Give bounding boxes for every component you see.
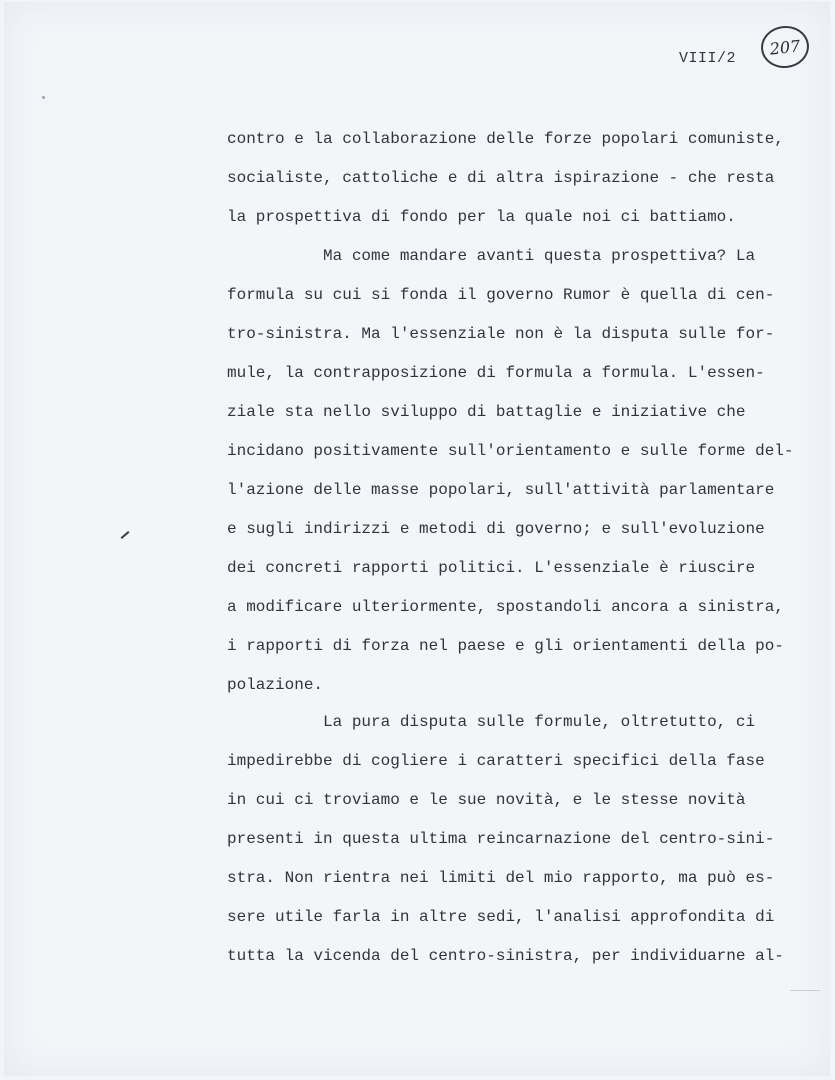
section-code: VIII/2 [679,50,737,67]
text-line: tutta la vicenda del centro-sinistra, per individuarne al- [227,947,784,965]
edge-line [790,990,820,991]
text-line: i rapporti di forza nel paese e gli orientamenti della po- [227,637,784,655]
text-line: mule, la contrapposizione di formula a formula. L'essen- [227,364,765,382]
text-line: tro-sinistra. Ma l'essenziale non è la disputa sulle for- [227,325,775,343]
text-line: stra. Non rientra nei limiti del mio rapporto, ma può es- [227,869,775,887]
text-line: formula su cui si fonda il governo Rumor è quella di cen- [227,286,775,304]
text-line: Ma come mandare avanti questa prospettiva? La [227,247,756,265]
text-line: impedirebbe di cogliere i caratteri specifici della fase [227,752,765,770]
text-line: polazione. [227,676,324,694]
text-line: La pura disputa sulle formule, oltretutto, ci [227,713,756,731]
text-line: e sugli indirizzi e metodi di governo; e sull'evoluzione [227,520,765,538]
text-line: ziale sta nello sviluppo di battaglie e iniziative che [227,403,746,421]
text-line: in cui ci troviamo e le sue novità, e le stesse novità [227,791,746,809]
text-line: incidano positivamente sull'orientamento e sulle forme del- [227,442,794,460]
text-line: la prospettiva di fondo per la quale noi ci battiamo. [227,208,736,226]
text-line: presenti in questa ultima reincarnazione del centro-sini- [227,830,775,848]
text-line: contro e la collaborazione delle forze popolari comuniste, [227,130,784,148]
text-line: sere utile farla in altre sedi, l'analisi approfondita di [227,908,775,926]
text-line: dei concreti rapporti politici. L'essenziale è riuscire [227,559,756,577]
text-line: socialiste, cattoliche e di altra ispirazione - che resta [227,169,775,187]
smudge-mark [42,96,45,99]
text-line: a modificare ulteriormente, spostandoli ancora a sinistra, [227,598,784,616]
page-number-stamp: 207 [759,24,811,71]
text-line: l'azione delle masse popolari, sull'attività parlamentare [227,481,775,499]
